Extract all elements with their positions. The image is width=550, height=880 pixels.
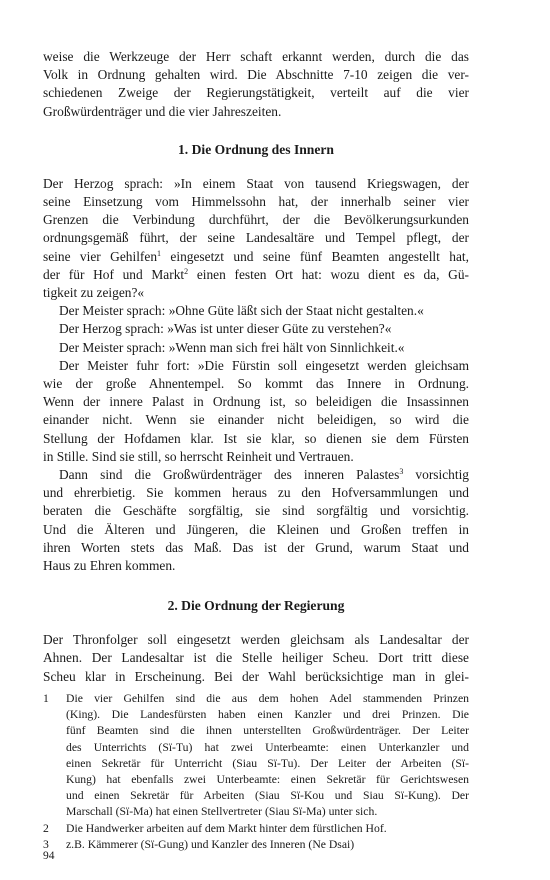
text-line: Scheu klar in Erscheinung. Bei der Wahl berücksichtige man in glei- <box>43 668 469 684</box>
footnote-text <box>66 821 469 837</box>
text-fragment: seine vier Gehilfen <box>43 248 158 264</box>
text-line <box>43 266 469 284</box>
text-fragment: einen festen Ort hat: wozu dient es da, Gü- <box>188 266 469 282</box>
text-line: Die Handwerker arbeiten auf dem Markt hinter dem fürstlichen Hof. <box>66 821 387 835</box>
text-line: Der Thronfolger soll eingesetzt werden gleichsam als Landesaltar der <box>43 632 469 648</box>
text-line: Und die Älteren und Jüngeren, die Kleinen und Großen treffen in <box>43 521 469 537</box>
footnote-number: 1 <box>43 691 49 705</box>
dialog-line: Der Meister sprach: »Ohne Güte läßt sich der Staat nicht gestalten.« <box>59 303 424 319</box>
text-line: und ehrerbietig. Sie kommen heraus zu den Hofversammlungen und <box>43 485 469 501</box>
page-number: 94 <box>43 850 55 862</box>
text-line <box>43 248 469 266</box>
text-line: in Stille. Sind sie still, so herrscht Reinheit und Vertrauen. <box>43 448 354 464</box>
text-line: schiedenen Zweige der Regierungstätigkeit, verteilt auf die vier <box>43 85 469 101</box>
footnote-3 <box>43 837 469 853</box>
text-line: Großwürdenträger und die vier Jahreszeiten. <box>43 103 282 119</box>
text-line: z.B. Kämmerer (Sï-Gung) und Kanzler des Inneren (Ne Dsai) <box>66 837 355 851</box>
footnotes <box>43 691 469 853</box>
text-line: Marschall (Sï-Ma) hat einen Stellvertreter (Siau Sï-Ma) unter sich. <box>66 805 378 819</box>
text-line: Wenn der innere Palast in Ordnung ist, so beleidigen die Insassinnen <box>43 394 469 410</box>
text-line: fünf Beamten sind die ihnen unterstellten Großwürdenträger. Der Leiter <box>66 724 469 738</box>
footnote-ref-3: 3 <box>399 467 404 477</box>
section-heading-2: 2. Die Ordnung der Regierung <box>167 598 345 614</box>
text-line: Die vier Gehilfen sind die aus dem hohen Adel stammenden Prinzen <box>66 691 469 705</box>
text-line: Stellung der Hofdamen klar. Ist sie klar, so dienen sie dem Fürsten <box>43 430 469 446</box>
footnote-text <box>66 691 469 821</box>
text-line: des Unterrichts (Sï-Tu) hat zwei Unterbeamte: einen Unterkanzler und <box>66 740 469 754</box>
text-line: und einen Sekretär für Arbeiten (Siau Sï-Kou und Siau Sï-Kung). Der <box>66 789 469 803</box>
page-content <box>43 48 469 853</box>
footnote-ref-1: 1 <box>157 248 162 258</box>
text-line: ordnungsgemäß führt, der seine Landesaltäre und Tempel pflegt, der <box>43 230 469 246</box>
text-line: (King). Die Landesfürsten haben einen Kanzler und drei Prinzen. Die <box>66 708 469 722</box>
text-line: Der Meister fuhr fort: »Die Fürstin soll eingesetzt werden gleichsam <box>59 357 469 373</box>
text-fragment: vorsichtig <box>403 467 469 483</box>
section1-paragraph-1 <box>43 175 469 575</box>
text-line: ihren Worten stets das Maß. Das ist der Grund, warum Staat und <box>43 539 469 555</box>
text-line: einen Sekretär für Unterricht (Siau Sï-Tu). Der Leiter der Arbeiten (Sï- <box>66 756 469 770</box>
text-line: Kung) hat ebenfalls zwei Unterbeamte: einen Sekretär für Gerichtswesen <box>66 772 469 786</box>
text-line: wie der große Ahnentempel. So kommt das Innere in Ordnung. <box>43 376 469 392</box>
text-line: Volk in Ordnung gehalten wird. Die Abschnitte 7-10 zeigen die ver- <box>43 67 469 83</box>
text-fragment: der für Hof und Markt <box>43 266 185 282</box>
text-line: weise die Werkzeuge der Herr schaft erkannt werden, durch die das <box>43 49 469 64</box>
footnote-number: 3 <box>43 837 49 851</box>
text-line: beraten die Geschäfte sorgfältig, sie sind sorgfältig und vorsichtig. <box>43 503 469 519</box>
text-fragment: eingesetzt und seine fünf Beamten angestellt hat, <box>161 248 469 264</box>
text-line: tigkeit zu zeigen?« <box>43 285 145 301</box>
text-fragment: Dann sind die Großwürdenträger des inneren Palastes <box>59 467 400 483</box>
section2-paragraph <box>43 631 469 686</box>
footnote-ref-2: 2 <box>184 266 189 276</box>
footnote-number: 2 <box>43 821 49 835</box>
section-heading-1: 1. Die Ordnung des Innern <box>178 141 334 157</box>
text-line <box>43 466 469 484</box>
text-line: seine Einsetzung vom Himmelssohn hat, der innerhalb seiner vier <box>43 194 469 210</box>
text-line: Haus zu Ehren kommen. <box>43 558 176 574</box>
text-line: Grenzen die Verbindung durchführt, der die Bevölkerungsurkunden <box>43 212 469 228</box>
footnote-2 <box>43 821 469 837</box>
footnote-1 <box>43 691 469 821</box>
text-line: Ahnen. Der Landesaltar ist die Stelle heiliger Scheu. Dort tritt diese <box>43 650 469 666</box>
intro-paragraph <box>43 48 469 121</box>
dialog-line: Der Meister sprach: »Wenn man sich frei hält von Sinnlichkeit.« <box>59 339 405 355</box>
text-line: Der Herzog sprach: »In einem Staat von tausend Kriegswagen, der <box>43 175 469 191</box>
text-line: einander nicht. Wenn sie einander nicht beleidigen, so wird die <box>43 412 469 428</box>
dialog-line: Der Herzog sprach: »Was ist unter dieser Güte zu verstehen?« <box>59 321 392 337</box>
footnote-text <box>66 837 469 853</box>
